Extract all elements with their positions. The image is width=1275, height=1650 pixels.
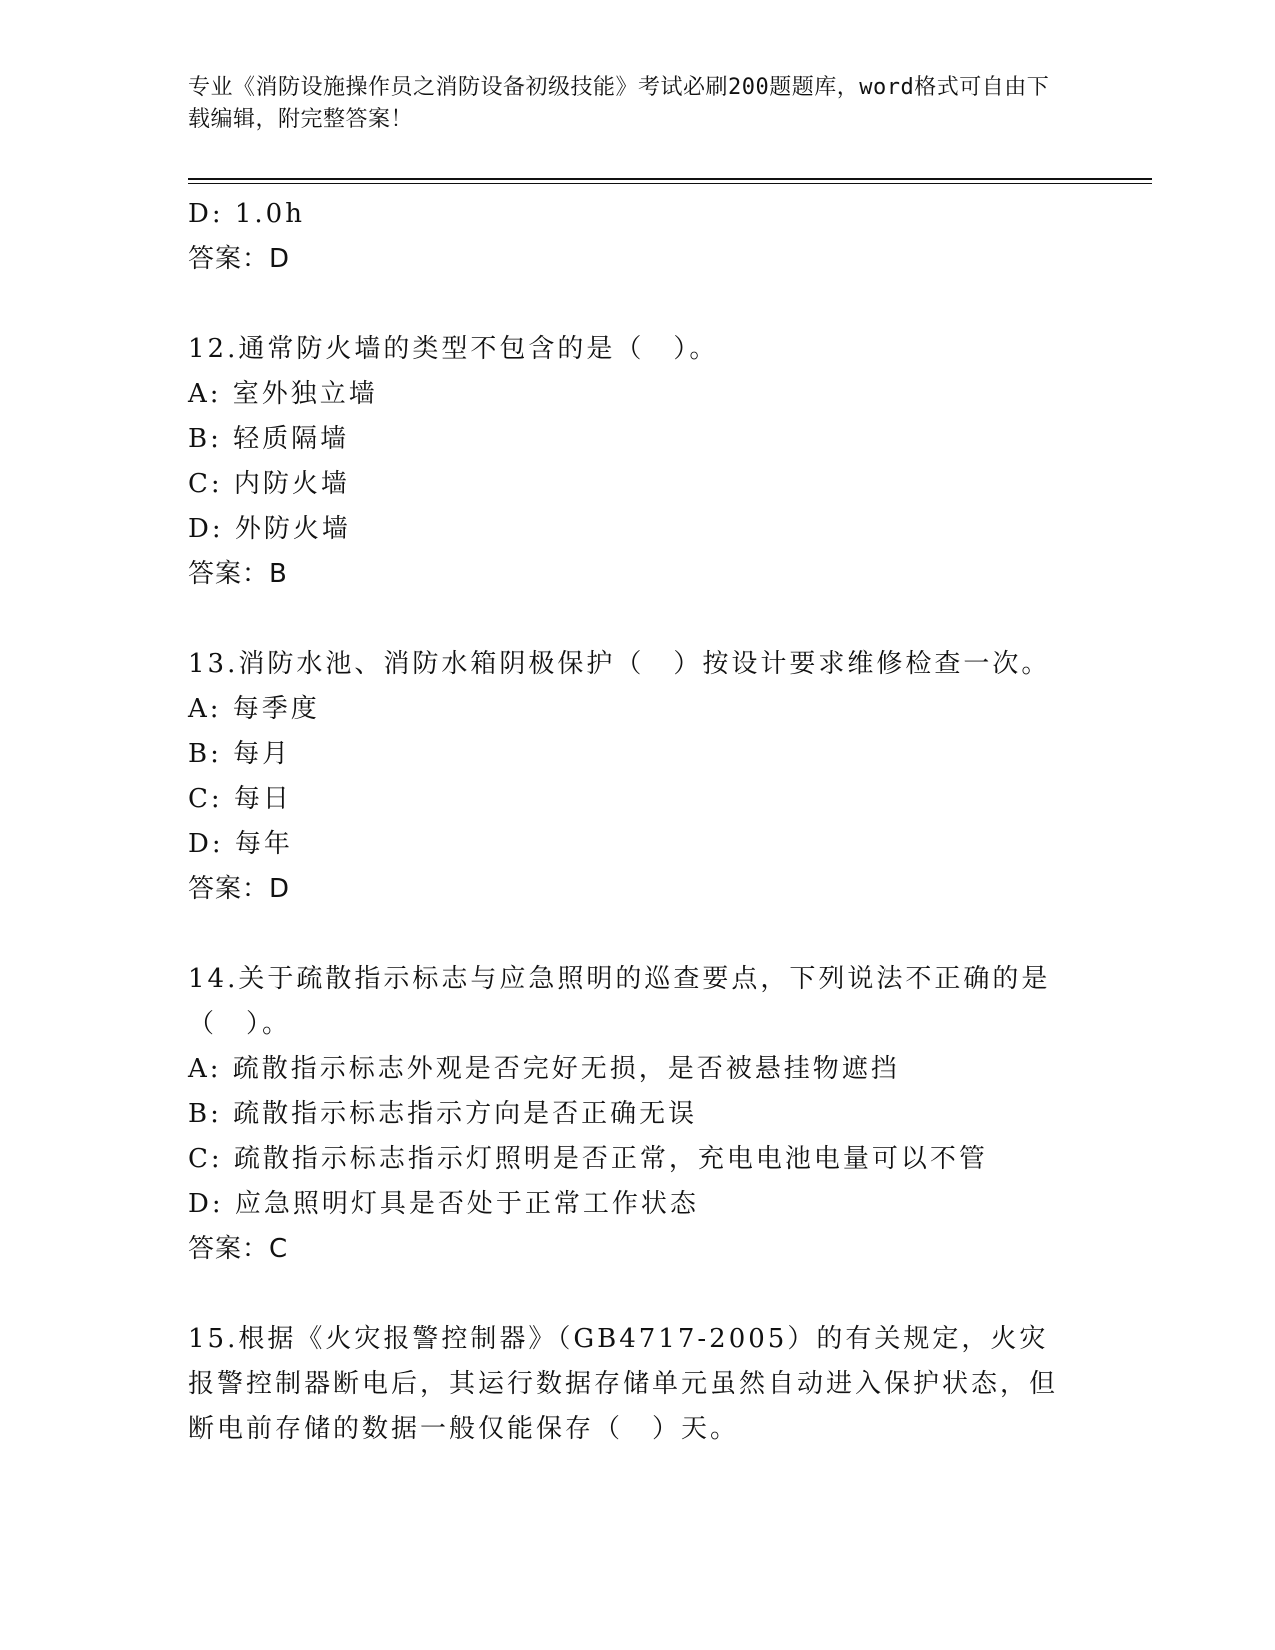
answer: 答案：D [188, 874, 291, 904]
option-a: A: 每季度 [188, 694, 320, 724]
question-content [188, 192, 1088, 1452]
header-rule-thin [188, 183, 1152, 184]
option-d: D: 应急照明灯具是否处于正常工作状态 [188, 1189, 699, 1219]
option-d: D: 外防火墙 [188, 514, 351, 544]
option-b: B: 轻质隔墙 [188, 424, 350, 454]
header-rule-thick [188, 178, 1152, 180]
question-15 [188, 1317, 1088, 1452]
option-a: A: 疏散指示标志外观是否完好无损，是否被悬挂物遮挡 [188, 1054, 900, 1084]
prev-option-d: D: 1.0h [188, 199, 305, 229]
question-12 [188, 327, 1088, 597]
question-stem: 14.关于疏散指示标志与应急照明的巡查要点，下列说法不正确的是（ ）。 [188, 964, 1051, 1039]
answer: 答案：B [188, 559, 288, 589]
question-13 [188, 642, 1088, 912]
option-c: C: 疏散指示标志指示灯照明是否正常，充电电池电量可以不管 [188, 1144, 988, 1174]
option-c: C: 每日 [188, 784, 292, 814]
option-a: A: 室外独立墙 [188, 379, 378, 409]
option-d: D: 每年 [188, 829, 293, 859]
option-b: B: 每月 [188, 739, 292, 769]
question-stem: 15.根据《火灾报警控制器》（GB4717-2005）的有关规定，火灾报警控制器断电后，其运行数据存储单元虽然自动进入保护状态，但断电前存储的数据一般仅能保存（ ）天。 [188, 1324, 1059, 1444]
option-c: C: 内防火墙 [188, 469, 350, 499]
option-b: B: 疏散指示标志指示方向是否正确无误 [188, 1099, 698, 1129]
answer: 答案：C [188, 1234, 289, 1264]
question-14 [188, 957, 1088, 1272]
prev-answer: 答案：D [188, 244, 291, 274]
question-stem: 12.通常防火墙的类型不包含的是（ ）。 [188, 334, 719, 364]
document-header: 专业《消防设施操作员之消防设备初级技能》考试必刷200题题库，word格式可自由下载编辑，附完整答案！ [188, 75, 1050, 132]
question-stem: 13.消防水池、消防水箱阴极保护（ ）按设计要求维修检查一次。 [188, 649, 1051, 679]
